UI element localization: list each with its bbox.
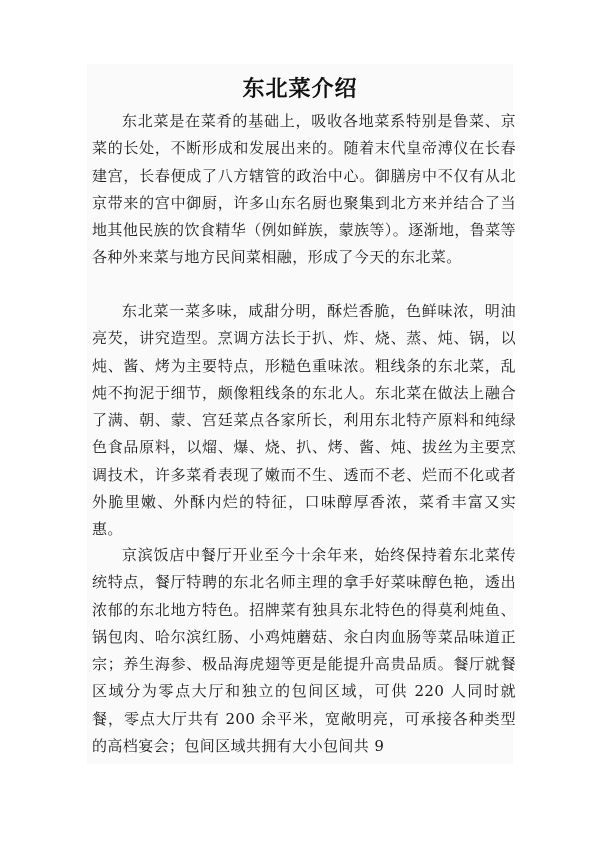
paragraph-restaurant: 京滨饭店中餐厅开业至今十余年来，始终保持着东北菜传统特点，餐厅特聘的东北名师主理的拿手好菜味醇色艳，透出浓郁的东北地方特色。招牌菜有独具东北特色的得莫利炖鱼、锅包肉、哈尔滨红肠、小鸡炖蘑菇、汆白肉血肠等菜品味道正宗；养生海参、极品海虎翅等更是能提升高贵品质。餐厅就餐区域分为零点大厅和独立的包间区域，可供 220 人同时就餐，零点大厅共有 200 余平米，宽敞明亮，可承接各种类型的高档宴会；包间区域共拥有大小包间共 9 — [92, 546, 516, 756]
paragraph-characteristics: 东北菜一菜多味，咸甜分明，酥烂香脆，色鲜味浓，明油亮芡，讲究造型。烹调方法长于扒、炸、烧、蒸、炖、锅，以炖、酱、烤为主要特点，形糙色重味浓。粗线条的东北菜，乱炖不拘泥于细节，颇像粗线条的东北人。东北菜在做法上融合了满、朝、蒙、宫廷菜点各家所长，利用东北特产原料和纯绿色食品原料，以熘、爆、烧、扒、烤、酱、炖、拔丝为主要烹调技术，许多菜肴表现了嫩而不生、透而不老、烂而不化或者外脆里嫩、外酥内烂的特征，口味醇厚香浓，菜肴丰富又实惠。 — [92, 302, 516, 539]
paragraph-history: 东北菜是在菜肴的基础上，吸收各地菜系特别是鲁菜、京菜的长处，不断形成和发展出来的。随着末代皇帝溥仪在长春建宫，长春便成了八方辖管的政治中心。御膳房中不仅有从北京带来的宫中御厨，许多山东名厨也聚集到北方来并结合了当地其他民族的饮食精华（例如鲜族，蒙族等）。逐渐地，鲁菜等各种外来菜与地方民间菜相融，形成了今天的东北菜。 — [92, 112, 516, 267]
document-title: 东北菜介绍 — [242, 76, 358, 102]
